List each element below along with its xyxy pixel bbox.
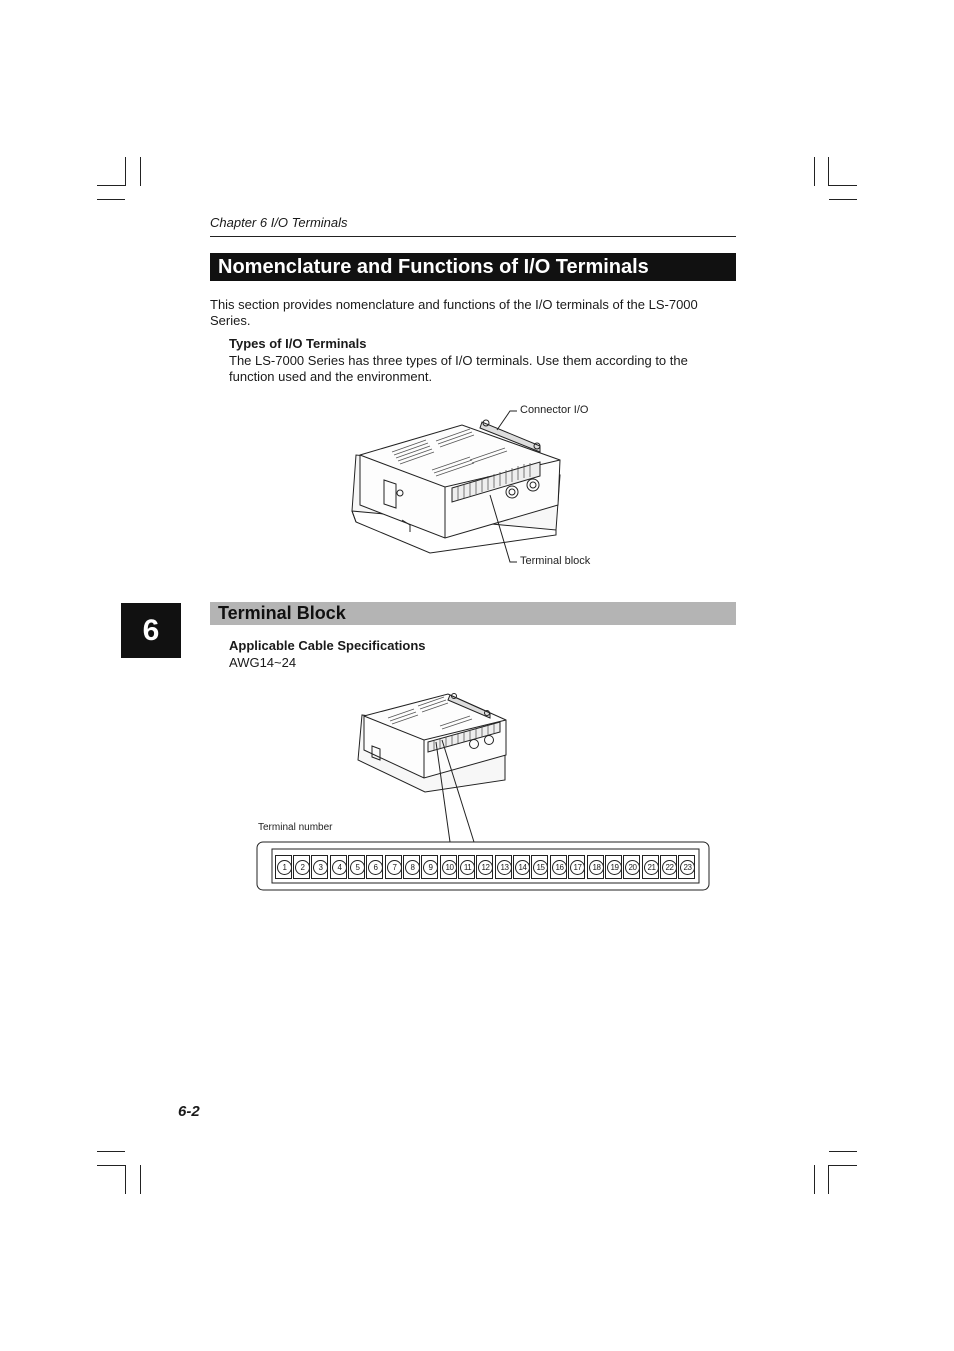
- terminal-cell: [642, 855, 659, 879]
- terminal-number: 11: [460, 860, 475, 875]
- terminal-cell: [587, 855, 604, 879]
- terminal-cell: [550, 855, 567, 879]
- terminal-cell: [495, 855, 512, 879]
- terminal-number: 6: [368, 860, 383, 875]
- terminal-number: 5: [350, 860, 365, 875]
- terminal-number: 8: [405, 860, 420, 875]
- cable-spec-value: AWG14~24: [229, 655, 297, 670]
- terminal-cell: [660, 855, 677, 879]
- terminal-number: 7: [387, 860, 402, 875]
- terminal-number: 4: [332, 860, 347, 875]
- terminal-number: 21: [644, 860, 659, 875]
- terminal-cell: [605, 855, 622, 879]
- terminal-number: 2: [295, 860, 310, 875]
- label-connector-io: Connector I/O: [520, 404, 589, 416]
- terminal-cell: [568, 855, 585, 879]
- terminal-block-title: Terminal Block: [210, 602, 736, 625]
- label-terminal-block: Terminal block: [520, 555, 591, 567]
- section-title: Nomenclature and Functions of I/O Terminals: [210, 253, 736, 281]
- cable-spec-heading: Applicable Cable Specifications: [229, 638, 426, 653]
- terminal-cell: [311, 855, 328, 879]
- terminal-number: 10: [442, 860, 457, 875]
- terminal-cell: [623, 855, 640, 879]
- terminal-number: 3: [313, 860, 328, 875]
- terminal-cell: [678, 855, 695, 879]
- terminal-number: 20: [625, 860, 640, 875]
- terminal-number: 23: [680, 860, 695, 875]
- terminal-cell: [348, 855, 365, 879]
- label-terminal-number: Terminal number: [258, 822, 333, 833]
- terminal-cell: [275, 855, 292, 879]
- types-heading: Types of I/O Terminals: [229, 336, 367, 351]
- terminal-cell: [513, 855, 530, 879]
- terminal-cell: [421, 855, 438, 879]
- terminal-number: 17: [570, 860, 585, 875]
- terminal-cell: [330, 855, 347, 879]
- page-number: 6-2: [178, 1103, 200, 1120]
- terminal-cell: [458, 855, 475, 879]
- terminal-cell: [366, 855, 383, 879]
- types-body: The LS-7000 Series has three types of I/O terminals. Use them according to the function used and the environment.: [229, 353, 688, 384]
- chapter-tab: 6: [121, 603, 181, 658]
- terminal-cell: [385, 855, 402, 879]
- terminal-cell: [476, 855, 493, 879]
- terminal-number: 9: [423, 860, 438, 875]
- terminal-number: 14: [515, 860, 530, 875]
- terminal-cell: [293, 855, 310, 879]
- terminal-number: 22: [662, 860, 677, 875]
- terminal-number: 16: [552, 860, 567, 875]
- terminal-number: 13: [497, 860, 512, 875]
- terminal-number: 18: [589, 860, 604, 875]
- terminal-cell: [531, 855, 548, 879]
- terminal-number: 12: [478, 860, 493, 875]
- intro-paragraph: This section provides nomenclature and functions of the I/O terminals of the LS-7000 Series.: [210, 297, 698, 328]
- terminal-number: 1: [277, 860, 292, 875]
- terminal-cell: [403, 855, 420, 879]
- terminal-number: 15: [533, 860, 548, 875]
- terminal-cell: [440, 855, 457, 879]
- chapter-header: Chapter 6 I/O Terminals: [210, 215, 348, 230]
- terminal-number: 19: [607, 860, 622, 875]
